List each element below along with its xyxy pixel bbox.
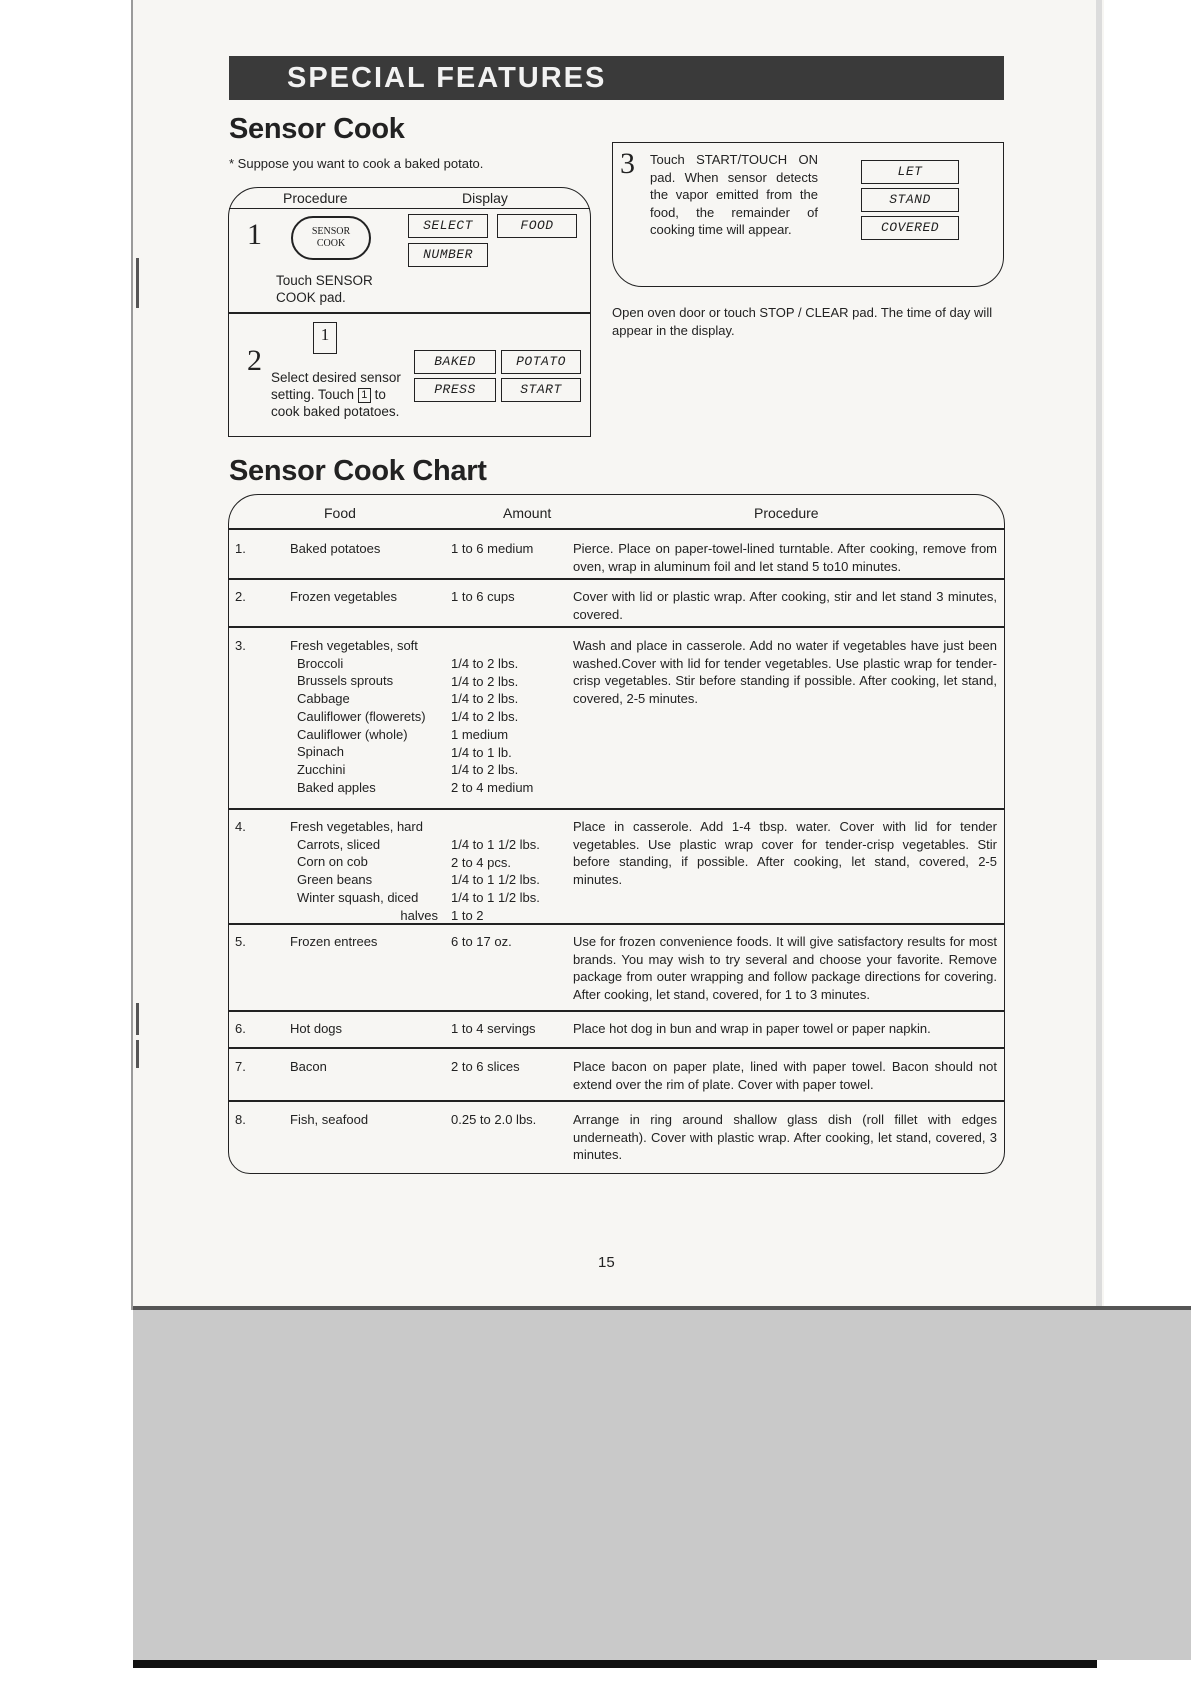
step-1-text	[276, 272, 373, 306]
step-3-box	[612, 142, 1004, 287]
display-covered: COVERED	[861, 216, 959, 240]
amount-item: 1/4 to 2 lbs.	[451, 762, 519, 778]
step-1-text-line1: Touch SENSOR	[276, 273, 373, 288]
food-item: Zucchini	[297, 761, 346, 777]
food-cell: Frozen vegetables	[290, 589, 397, 604]
row-divider	[229, 1100, 1004, 1102]
row-divider	[229, 1010, 1004, 1012]
row-number: 6.	[235, 1021, 246, 1036]
food-cell: Hot dogs	[290, 1021, 343, 1036]
amount-cell: 1 to 4 servings	[451, 1021, 536, 1036]
scan-border	[133, 1660, 1097, 1668]
procedure-cell: Place bacon on paper plate, lined with paper towel. Bacon should not extend over the rim of plate. Cover with paper towel.	[573, 1059, 997, 1092]
display-stand: STAND	[861, 188, 959, 212]
pad-label-line1: SENSOR	[311, 226, 351, 237]
food-item: Corn on cob	[297, 854, 368, 870]
food-item: Winter squash, diced	[297, 889, 419, 905]
binding-mark	[136, 1040, 139, 1068]
row-divider	[229, 578, 1004, 580]
row-number: 7.	[235, 1059, 246, 1074]
food-cell: Fish, seafood	[290, 1112, 369, 1127]
amount-cell: 6 to 17 oz.	[451, 934, 512, 949]
row-divider	[229, 1047, 1004, 1049]
page-edge	[1096, 0, 1102, 1310]
sensor-cook-title: Sensor Cook	[229, 113, 405, 145]
procedure-cell: Pierce. Place on paper-towel-lined turntable. After cooking, remove from oven, wrap in aluminum foil and let stand 5 to10 minutes.	[573, 541, 997, 574]
inline-key-1-icon: 1	[358, 388, 371, 403]
procedure-cell: Wash and place in casserole. Add no water if vegetables have just been washed.Cover with lid for tender vegetables. Use plastic wrap for tender-crisp vegetables. Stir before standing if possible. After cooking, let stand, covered, 2-5 minutes.	[573, 638, 997, 707]
column-header-amount: Amount	[503, 505, 552, 521]
amount-cell: 1 to 6 medium	[451, 541, 534, 556]
row-number: 3.	[235, 638, 246, 653]
column-header-procedure: Procedure	[754, 505, 819, 521]
row-divider	[229, 626, 1004, 628]
amount-item: 1/4 to 1 1/2 lbs.	[451, 890, 540, 906]
amount-cell	[451, 655, 571, 797]
display-number: NUMBER	[408, 243, 488, 267]
chart-title: Sensor Cook Chart	[229, 455, 487, 487]
step-2-text-line2a: setting. Touch	[271, 387, 355, 402]
food-item: Baked apples	[297, 779, 376, 795]
procedure-cell: Place in casserole. Add 1-4 tbsp. water. Cover with lid for tender vegetables. Use plastic wrap cover for tender-crisp vegetables. Stir before standing, if possible. After cooking, let stand, covered, 2-5 minutes.	[573, 819, 997, 888]
row-number: 5.	[235, 934, 246, 949]
step-1-number: 1	[247, 218, 262, 251]
food-cell	[290, 637, 450, 796]
food-group: Fresh vegetables, soft	[290, 638, 418, 653]
display-press: PRESS	[414, 378, 496, 402]
step-2-number: 2	[247, 344, 262, 377]
procedure-cell: Place hot dog in bun and wrap in paper towel or paper napkin.	[573, 1021, 931, 1036]
display-header: Display	[462, 190, 508, 206]
amount-item: 1/4 to 2 lbs.	[451, 673, 519, 689]
display-baked: BAKED	[414, 350, 496, 374]
amount-cell: 0.25 to 2.0 lbs.	[451, 1112, 537, 1127]
sensor-cook-note: * Suppose you want to cook a baked potato.	[229, 156, 484, 171]
food-cell	[290, 818, 450, 924]
amount-cell	[451, 836, 571, 925]
food-item: Brussels sprouts	[297, 673, 394, 689]
food-item: Cauliflower (whole)	[297, 726, 408, 742]
row-divider	[229, 923, 1004, 925]
step-2-text-line1: Select desired sensor	[271, 370, 401, 385]
step-2-text-line3: cook baked potatoes.	[271, 404, 400, 419]
display-food: FOOD	[497, 214, 577, 238]
step-2	[229, 312, 590, 436]
procedure-cell: Use for frozen convenience foods. It will give satisfactory results for most brands. You may wish to try several and choose your favorite. Remove package from outer wrapping and follow package directions for covering. After cooking, let stand, covered, for 1 to 3 minutes.	[573, 934, 997, 1003]
step-3-number: 3	[620, 147, 635, 180]
food-item: halves	[400, 907, 438, 923]
binding-edge	[131, 0, 133, 1310]
amount-cell: 1 to 6 cups	[451, 589, 515, 604]
amount-item: 1/4 to 1 1/2 lbs.	[451, 872, 540, 888]
row-number: 4.	[235, 819, 246, 834]
header-divider	[229, 208, 590, 209]
amount-item: 1 to 2	[451, 907, 484, 923]
amount-cell: 2 to 6 slices	[451, 1059, 520, 1074]
procedure-cell: Cover with lid or plastic wrap. After cooking, stir and let stand 3 minutes, covered.	[573, 589, 997, 622]
food-item: Green beans	[297, 872, 373, 888]
row-divider	[229, 808, 1004, 810]
display-let: LET	[861, 160, 959, 184]
food-item: Carrots, sliced	[297, 836, 381, 852]
food-cell: Baked potatoes	[290, 541, 381, 556]
amount-item: 1/4 to 2 lbs.	[451, 656, 519, 671]
food-item: Spinach	[297, 744, 344, 760]
step-2-text-line2b: to	[374, 387, 386, 402]
food-cell: Bacon	[290, 1059, 327, 1074]
key-1-icon: 1	[313, 322, 337, 354]
amount-item: 1/4 to 1 lb.	[451, 744, 512, 760]
row-number: 1.	[235, 541, 246, 556]
after-cooking-text: Open oven door or touch STOP / CLEAR pad. The time of day will appear in the display.	[612, 305, 993, 338]
sensor-cook-pad-icon	[291, 216, 371, 260]
procedure-box	[228, 187, 591, 437]
banner-title: SPECIAL FEATURES	[287, 62, 607, 94]
scan-background	[133, 1310, 1191, 1660]
row-number: 8.	[235, 1112, 246, 1127]
procedure-cell: Arrange in ring around shallow glass dish (roll fillet with edges underneath). Cover with plastic wrap. After cooking, let stand, covered, 3 minutes.	[573, 1112, 997, 1163]
food-item: Cauliflower (flowerets)	[297, 708, 426, 724]
scan-margin	[0, 0, 132, 1684]
procedure-header: Procedure	[283, 190, 348, 206]
sensor-cook-table	[228, 494, 1005, 1174]
food-item: Broccoli	[297, 655, 344, 671]
display-start: START	[501, 378, 581, 402]
row-number: 2.	[235, 589, 246, 604]
display-select: SELECT	[408, 214, 488, 238]
display-potato: POTATO	[501, 350, 581, 374]
binding-mark	[136, 1003, 139, 1035]
column-header-food: Food	[324, 505, 356, 521]
amount-item: 2 to 4 pcs.	[451, 854, 511, 870]
step-3-text: Touch START/TOUCH ON pad. When sensor detects the vapor emitted from the food, the remainder of cooking time will appear.	[650, 152, 818, 237]
amount-item: 1/4 to 1 1/2 lbs.	[451, 837, 540, 852]
food-cell: Frozen entrees	[290, 934, 378, 949]
section-banner	[229, 56, 1004, 100]
step-2-text	[271, 369, 401, 420]
page-number: 15	[598, 1254, 615, 1271]
amount-item: 1/4 to 2 lbs.	[451, 691, 519, 707]
step-1-text-line2: COOK pad.	[276, 290, 346, 305]
pad-label-line2: COOK	[316, 238, 346, 249]
binding-mark	[136, 258, 139, 308]
amount-item: 1/4 to 2 lbs.	[451, 709, 519, 725]
amount-item: 1 medium	[451, 726, 509, 742]
row-divider	[229, 528, 1004, 530]
food-group: Fresh vegetables, hard	[290, 819, 423, 834]
amount-item: 2 to 4 medium	[451, 779, 534, 795]
food-item: Cabbage	[297, 691, 350, 707]
